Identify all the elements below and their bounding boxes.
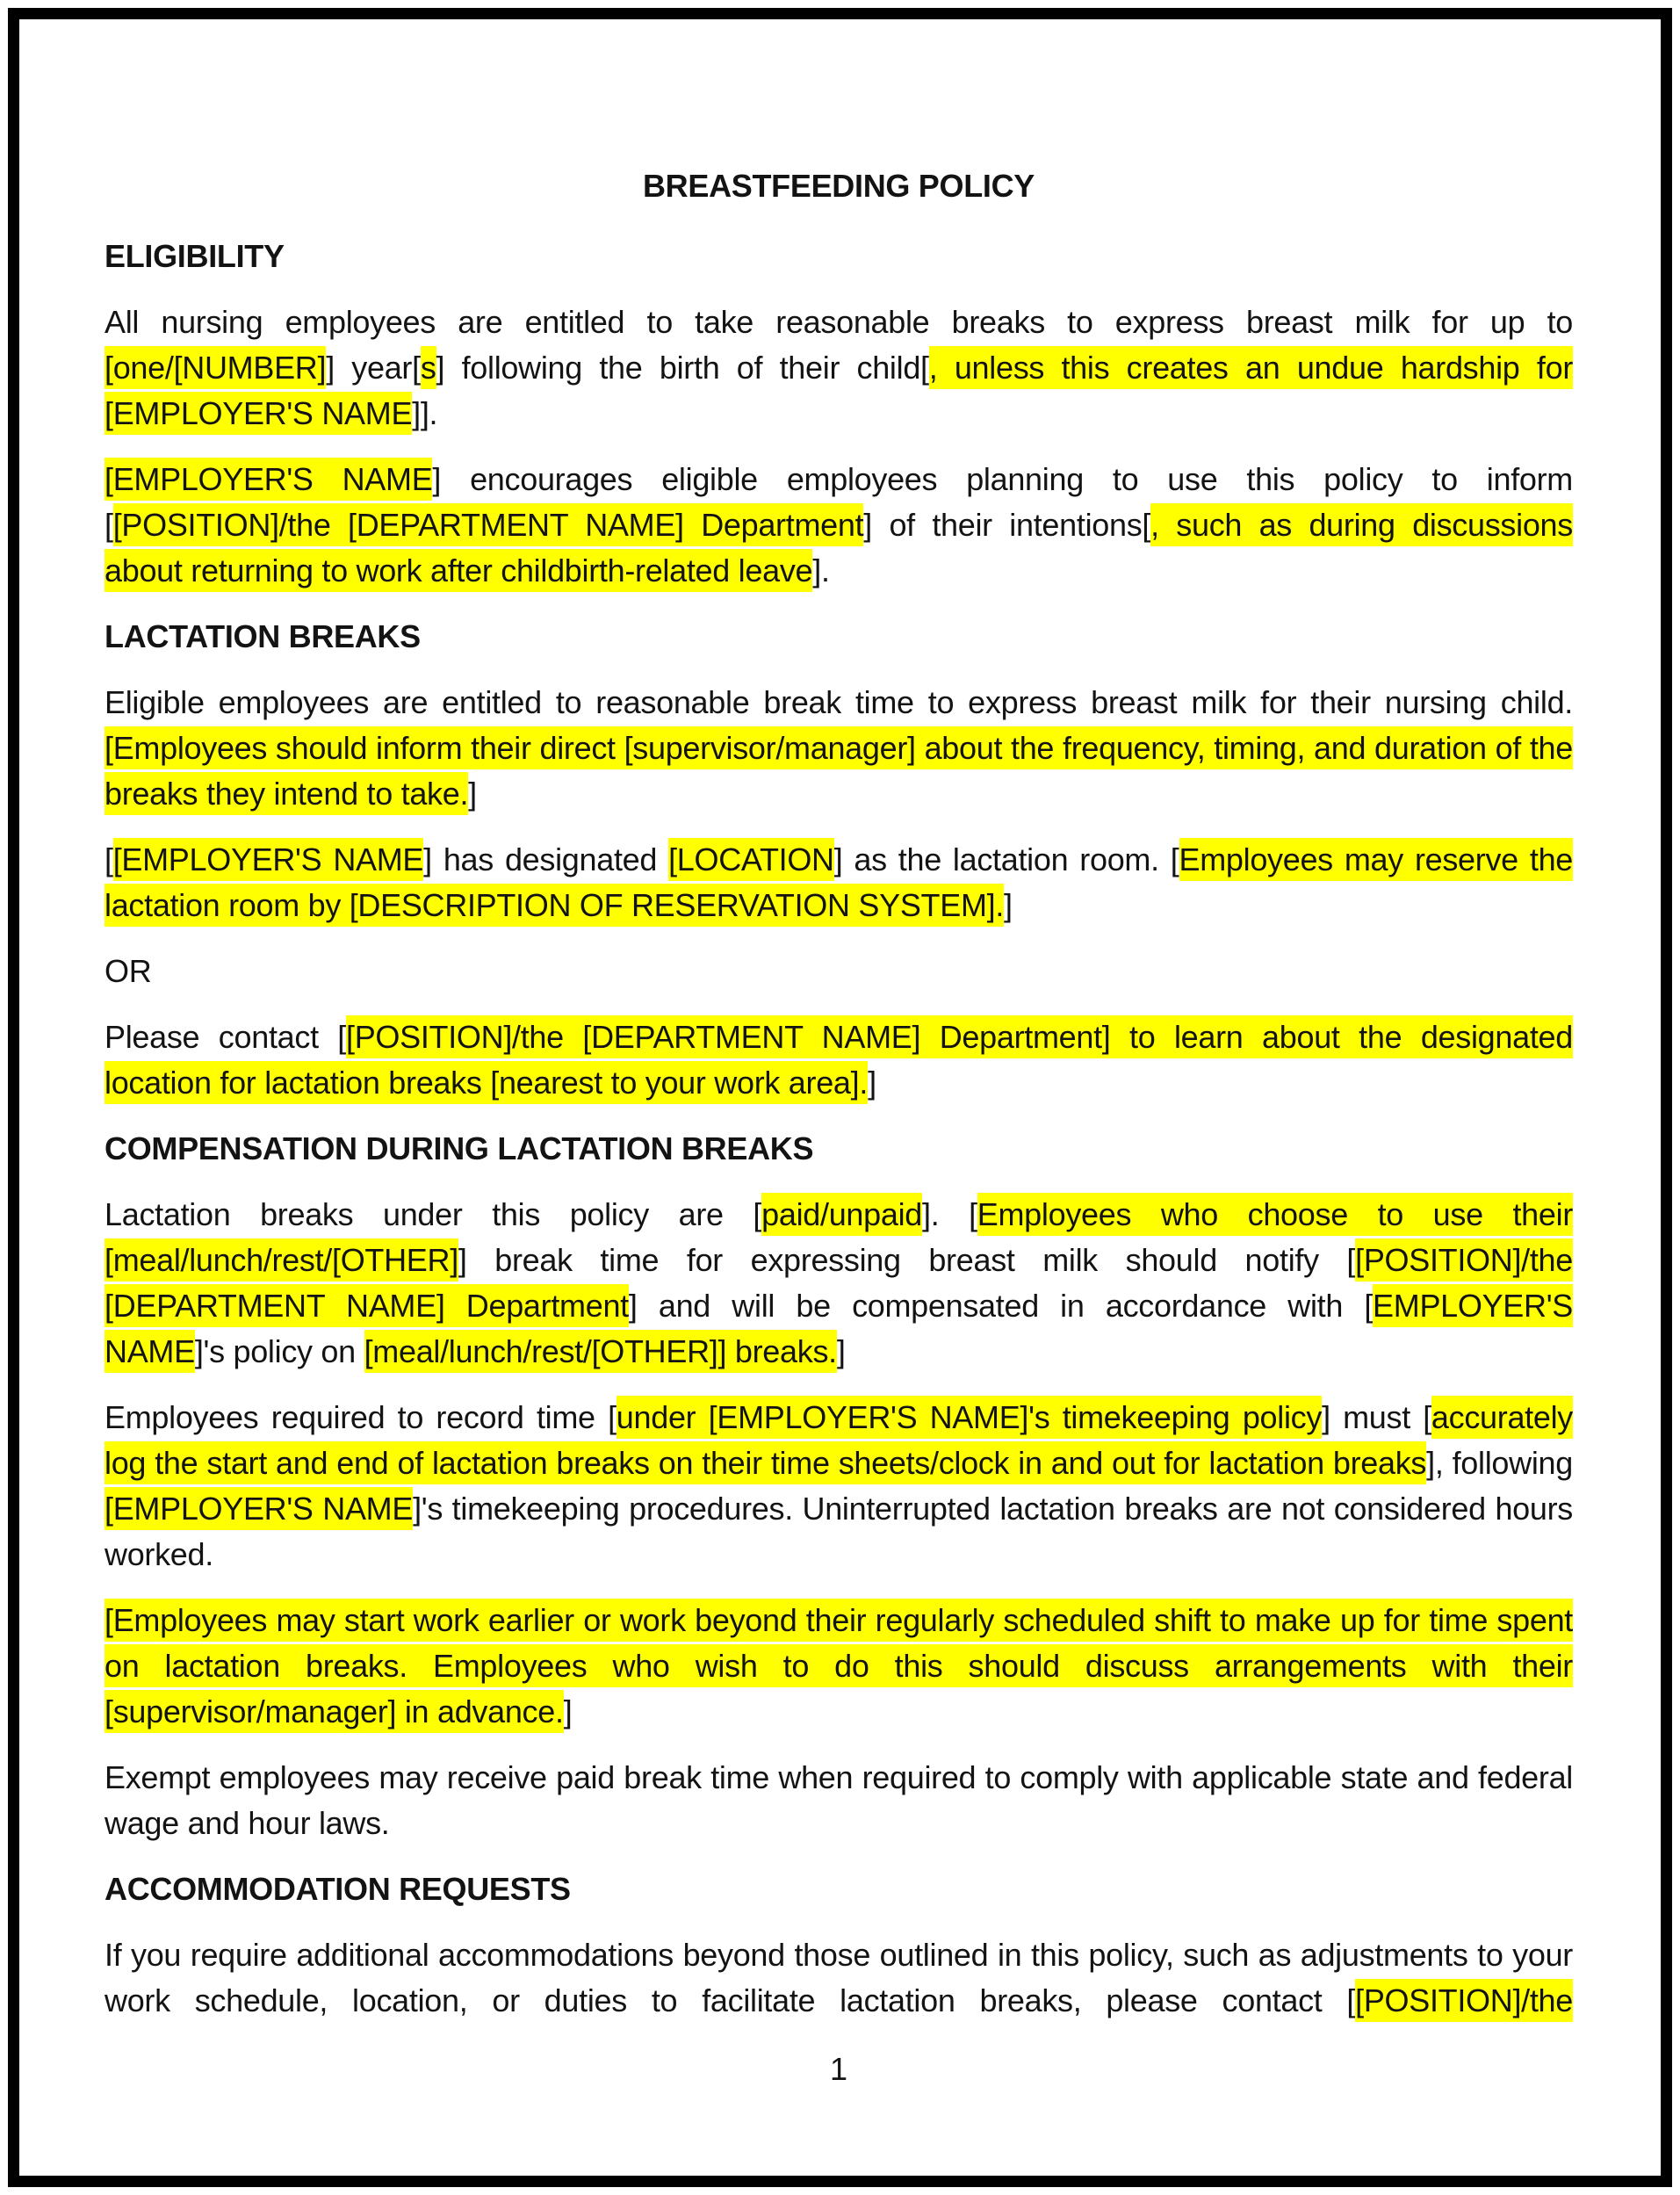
paragraph-text: Lactation breaks under this policy are [ xyxy=(105,1196,762,1232)
paragraph xyxy=(105,837,1573,928)
highlighted-placeholder: [POSITION]/the xyxy=(1355,1979,1573,2022)
paragraph-text: ]]. xyxy=(412,395,438,431)
paragraph-text: ] encourages eligible employees planning to use this policy to inform [ xyxy=(105,461,1573,543)
paragraph-text: ] xyxy=(468,776,477,812)
section-heading xyxy=(105,614,1573,660)
section-heading xyxy=(105,234,1573,279)
highlighted-placeholder: [EMPLOYER'S NAME xyxy=(113,838,423,881)
highlighted-placeholder: , unless this creates an undue hardship for [EMPLOYER'S NAME xyxy=(105,346,1573,435)
paragraph-text: ] as the lactation room. [ xyxy=(833,841,1179,877)
paragraph xyxy=(105,1932,1573,2024)
paragraph-text: COMPENSATION DURING LACTATION BREAKS xyxy=(105,1130,814,1166)
highlighted-placeholder: [EMPLOYER'S NAME xyxy=(105,1487,413,1530)
highlighted-placeholder: s xyxy=(421,346,436,389)
paragraph xyxy=(105,1192,1573,1375)
paragraph-text: If you require additional accommodations beyond those outlined in this policy, such as adjustments to your work schedule, location, or duties to facilitate lactation breaks, please contact [ xyxy=(105,1937,1573,2018)
highlighted-placeholder: accurately log the start and end of lactation breaks on their time sheets/clock in and out for lactation breaks xyxy=(105,1396,1573,1484)
paragraph-text: ACCOMMODATION REQUESTS xyxy=(105,1871,571,1907)
paragraph-text: ] xyxy=(1004,887,1013,923)
paragraph-text: ] and will be compensated in accordance with [ xyxy=(628,1288,1374,1324)
highlighted-placeholder: Employees who choose to use their [meal/lunch/rest/[OTHER] xyxy=(105,1193,1573,1282)
highlighted-placeholder: Employees may reserve the lactation room by [DESCRIPTION OF RESERVATION SYSTEM]. xyxy=(105,838,1573,927)
paragraph-text: ]. [ xyxy=(922,1196,977,1232)
paragraph-text: ] xyxy=(868,1065,876,1101)
paragraph-text: ] year[ xyxy=(326,350,421,386)
paragraph-text: ] has designated xyxy=(423,841,669,877)
paragraph xyxy=(105,300,1573,437)
paragraph-text: ] must [ xyxy=(1322,1399,1431,1435)
page-number: 1 xyxy=(829,2051,848,2087)
highlighted-placeholder: [POSITION]/the [DEPARTMENT NAME] Department] to learn about the designated location for lactation breaks [nearest to your work area]. xyxy=(105,1015,1573,1104)
paragraph-text: ]'s timekeeping procedures. Uninterrupted lactation breaks are not considered hours worked. xyxy=(105,1491,1574,1572)
highlighted-placeholder: [LOCATION xyxy=(668,838,834,881)
highlighted-placeholder: under [EMPLOYER'S NAME]'s timekeeping policy xyxy=(616,1396,1322,1439)
paragraph xyxy=(105,1014,1573,1106)
highlighted-placeholder: [POSITION]/the [DEPARTMENT NAME] Department xyxy=(105,1238,1573,1327)
paragraph-text: ] following the birth of their child[ xyxy=(436,350,929,386)
document-body xyxy=(105,234,1573,2024)
section-heading xyxy=(105,1866,1573,1912)
paragraph xyxy=(105,680,1573,817)
highlighted-placeholder: [EMPLOYER'S NAME xyxy=(105,458,432,501)
paragraph xyxy=(105,457,1573,594)
paragraph xyxy=(105,1598,1573,1735)
paragraph-text: ELIGIBILITY xyxy=(105,238,285,274)
paragraph xyxy=(105,949,1573,994)
highlighted-placeholder: [Employees may start work earlier or work beyond their regularly scheduled shift to make up for time spent on lactation breaks. Employees who wish to do this should discuss arrangements with their [supervisor/manager] in advance. xyxy=(105,1599,1573,1733)
paragraph xyxy=(105,1755,1573,1846)
highlighted-placeholder: [POSITION]/the [DEPARTMENT NAME] Department xyxy=(113,503,864,546)
paragraph-text: Please contact [ xyxy=(105,1019,346,1055)
paragraph-text: All nursing employees are entitled to take reasonable breaks to express breast milk for up to xyxy=(105,304,1573,340)
paragraph-text: ] of their intentions[ xyxy=(863,507,1151,543)
document-title: BREASTFEEDING POLICY xyxy=(642,168,1035,204)
paragraph-text: Employees required to record time [ xyxy=(105,1399,616,1435)
section-heading xyxy=(105,1126,1573,1172)
document-content xyxy=(105,163,1573,2044)
paragraph-text: ], following xyxy=(1426,1445,1573,1481)
highlighted-placeholder: [one/[NUMBER] xyxy=(105,346,326,389)
paragraph-text: ]. xyxy=(812,552,830,588)
paragraph-text: [ xyxy=(105,841,113,877)
paragraph-text: ] break time for expressing breast milk should notify [ xyxy=(458,1242,1356,1278)
paragraph-text: Eligible employees are entitled to reasonable break time to express breast milk for their nursing child. xyxy=(105,684,1573,720)
paragraph-text: ] xyxy=(836,1333,846,1369)
paragraph-text: ] xyxy=(563,1693,573,1729)
highlighted-placeholder: EMPLOYER'S NAME xyxy=(105,1284,1573,1373)
paragraph-text: ]'s policy on xyxy=(194,1333,364,1369)
highlighted-placeholder: [meal/lunch/rest/[OTHER]] breaks. xyxy=(364,1330,837,1373)
highlighted-placeholder: [Employees should inform their direct [supervisor/manager] about the frequency, timing, and duration of the breaks they intend to take. xyxy=(105,726,1573,815)
paragraph-text: Exempt employees may receive paid break time when required to comply with applicable state and federal wage and hour laws. xyxy=(105,1759,1573,1841)
highlighted-placeholder: , such as during discussions about returning to work after childbirth-related leave xyxy=(105,503,1573,592)
paragraph xyxy=(105,1395,1573,1578)
paragraph-text: LACTATION BREAKS xyxy=(105,618,421,654)
highlighted-placeholder: paid/unpaid xyxy=(761,1193,922,1236)
paragraph-text: OR xyxy=(105,953,152,989)
